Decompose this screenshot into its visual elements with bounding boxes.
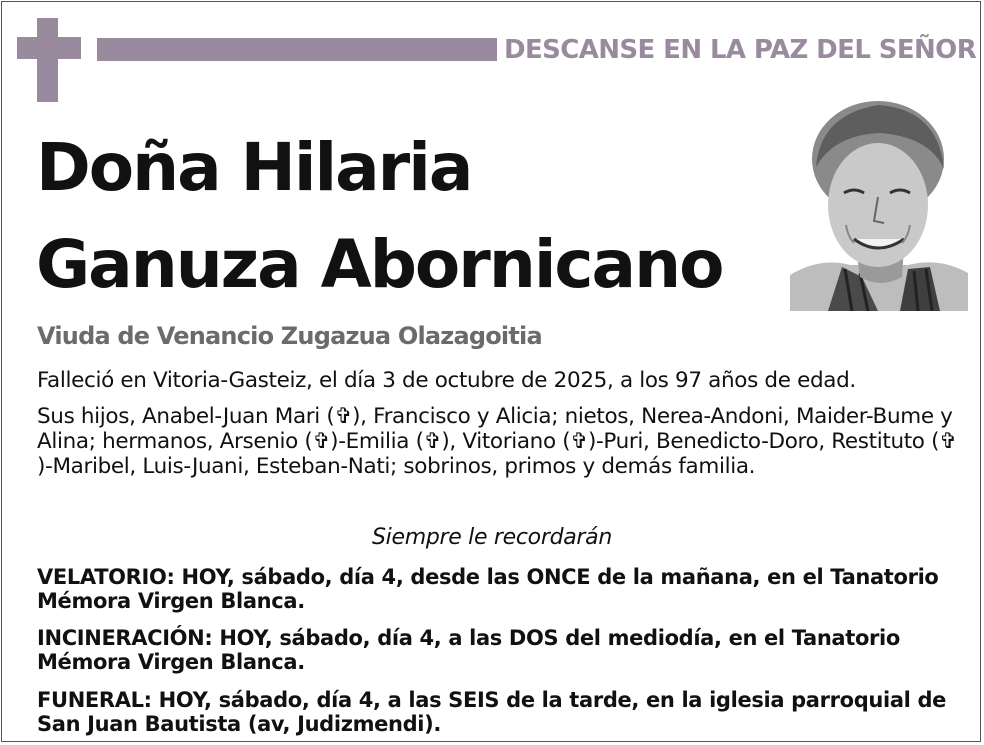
memory-line: Siempre le recordarán <box>371 525 613 550</box>
cross-symbol-icon: ✞ <box>312 429 331 454</box>
header-rule <box>97 38 497 61</box>
family-text-1: Sus hijos, Anabel-Juan Mari ( <box>37 404 335 429</box>
incineracion-info: INCINERACIÓN: HOY, sábado, día 4, a las DOS del mediodía, en el Tanatorio Mémora Virgen Blanca. <box>37 626 900 674</box>
cross-symbol-icon: ✞ <box>423 429 442 454</box>
widow-subtitle: Viuda de Venancio Zugazua Olazagoitia <box>37 322 542 350</box>
death-notice-text: Falleció en Vitoria-Gasteiz, el día 3 de octubre de 2025, a los 97 años de edad. <box>37 368 856 393</box>
family-text-4: ), Vitoriano ( <box>441 429 571 454</box>
family-text-3: )-Emilia ( <box>330 429 424 454</box>
header-banner-text: DESCANSE EN LA PAZ DEL SEÑOR <box>504 35 977 65</box>
deceased-name-line-1: Doña Hilaria <box>36 129 472 206</box>
family-list <box>37 404 962 479</box>
cross-horizontal-bar <box>17 37 81 59</box>
cross-symbol-icon: ✞ <box>570 429 588 454</box>
family-text-6: )-Maribel, Luis-Juani, Esteban-Nati; sobrinos, primos y demás familia. <box>37 454 756 479</box>
cross-vertical-bar <box>37 18 58 102</box>
family-text-2: ), Francisco y Alicia; nietos, Nerea-Andoni, Maider-Bume y Alina; hermanos, Arsenio ( <box>37 404 953 454</box>
funeral-info: FUNERAL: HOY, sábado, día 4, a las SEIS de la tarde, en la iglesia parroquial de San Juan Bautista (av, Judizmendi). <box>37 688 947 736</box>
cross-symbol-icon: ✞ <box>939 429 957 454</box>
cross-symbol-icon: ✞ <box>334 404 353 429</box>
velatorio-info: VELATORIO: HOY, sábado, día 4, desde las ONCE de la mañana, en el Tanatorio Mémora Virgen Blanca. <box>37 565 939 613</box>
portrait-photo <box>790 97 968 311</box>
deceased-name-line-2: Ganuza Abornicano <box>36 226 723 303</box>
family-text-5: )-Puri, Benedicto-Doro, Restituto ( <box>587 429 940 454</box>
